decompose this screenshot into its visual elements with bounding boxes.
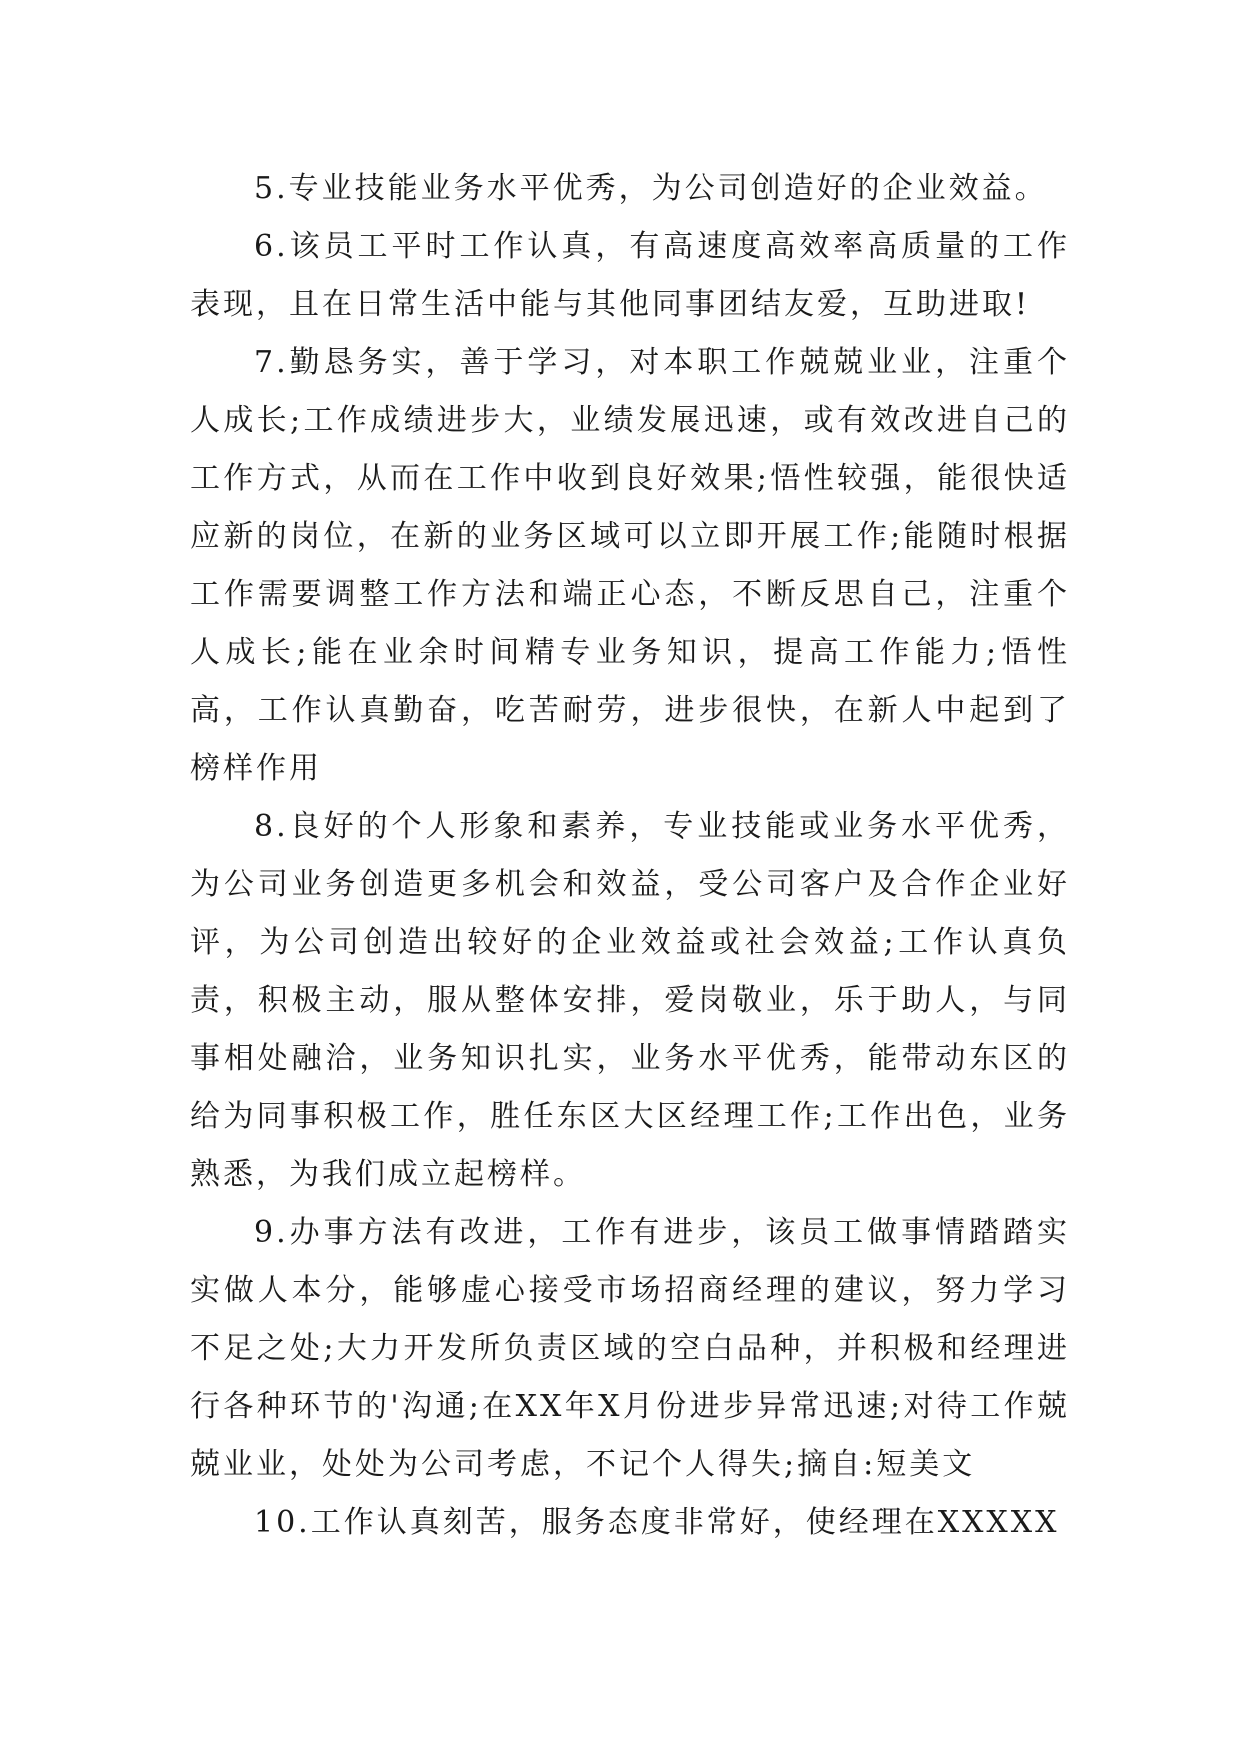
paragraph-6: 6.该员工平时工作认真，有高速度高效率高质量的工作表现，且在日常生活中能与其他同事团结友爱，互助进取!: [190, 229, 1070, 322]
paragraph-10: 10.工作认真刻苦，服务态度非常好，使经理在XXXXX: [254, 1505, 1060, 1540]
paragraph-7: 7.勤恳务实，善于学习，对本职工作兢兢业业，注重个人成长;工作成绩进步大，业绩发展迅速，或有效改进自己的工作方式，从而在工作中收到良好效果;悟性较强，能很快适应新的岗位，在新的业务区域可以立即开展工作;能随时根据工作需要调整工作方法和端正心态，不断反思自己，注重个人成长;能在业余时间精专业务知识，提高工作能力;悟性高，工作认真勤奋，吃苦耐劳，进步很快，在新人中起到了榜样作用: [190, 345, 1070, 786]
document-body: [190, 160, 1070, 1552]
paragraph-9: 9.办事方法有改进，工作有进步，该员工做事情踏踏实实做人本分，能够虚心接受市场招商经理的建议，努力学习不足之处;大力开发所负责区域的空白品种，并积极和经理进行各种环节的'沟通;在XX年X月份进步异常迅速;对待工作兢兢业业，处处为公司考虑，不记个人得失;摘自:短美文: [190, 1215, 1070, 1482]
paragraph-8: 8.良好的个人形象和素养，专业技能或业务水平优秀，为公司业务创造更多机会和效益，受公司客户及合作企业好评，为公司创造出较好的企业效益或社会效益;工作认真负责，积极主动，服从整体安排，爱岗敬业，乐于助人，与同事相处融洽，业务知识扎实，业务水平优秀，能带动东区的给为同事积极工作，胜任东区大区经理工作;工作出色，业务熟悉，为我们成立起榜样。: [190, 809, 1070, 1192]
paragraph-5: 5.专业技能业务水平优秀，为公司创造好的企业效益。: [254, 171, 1048, 206]
